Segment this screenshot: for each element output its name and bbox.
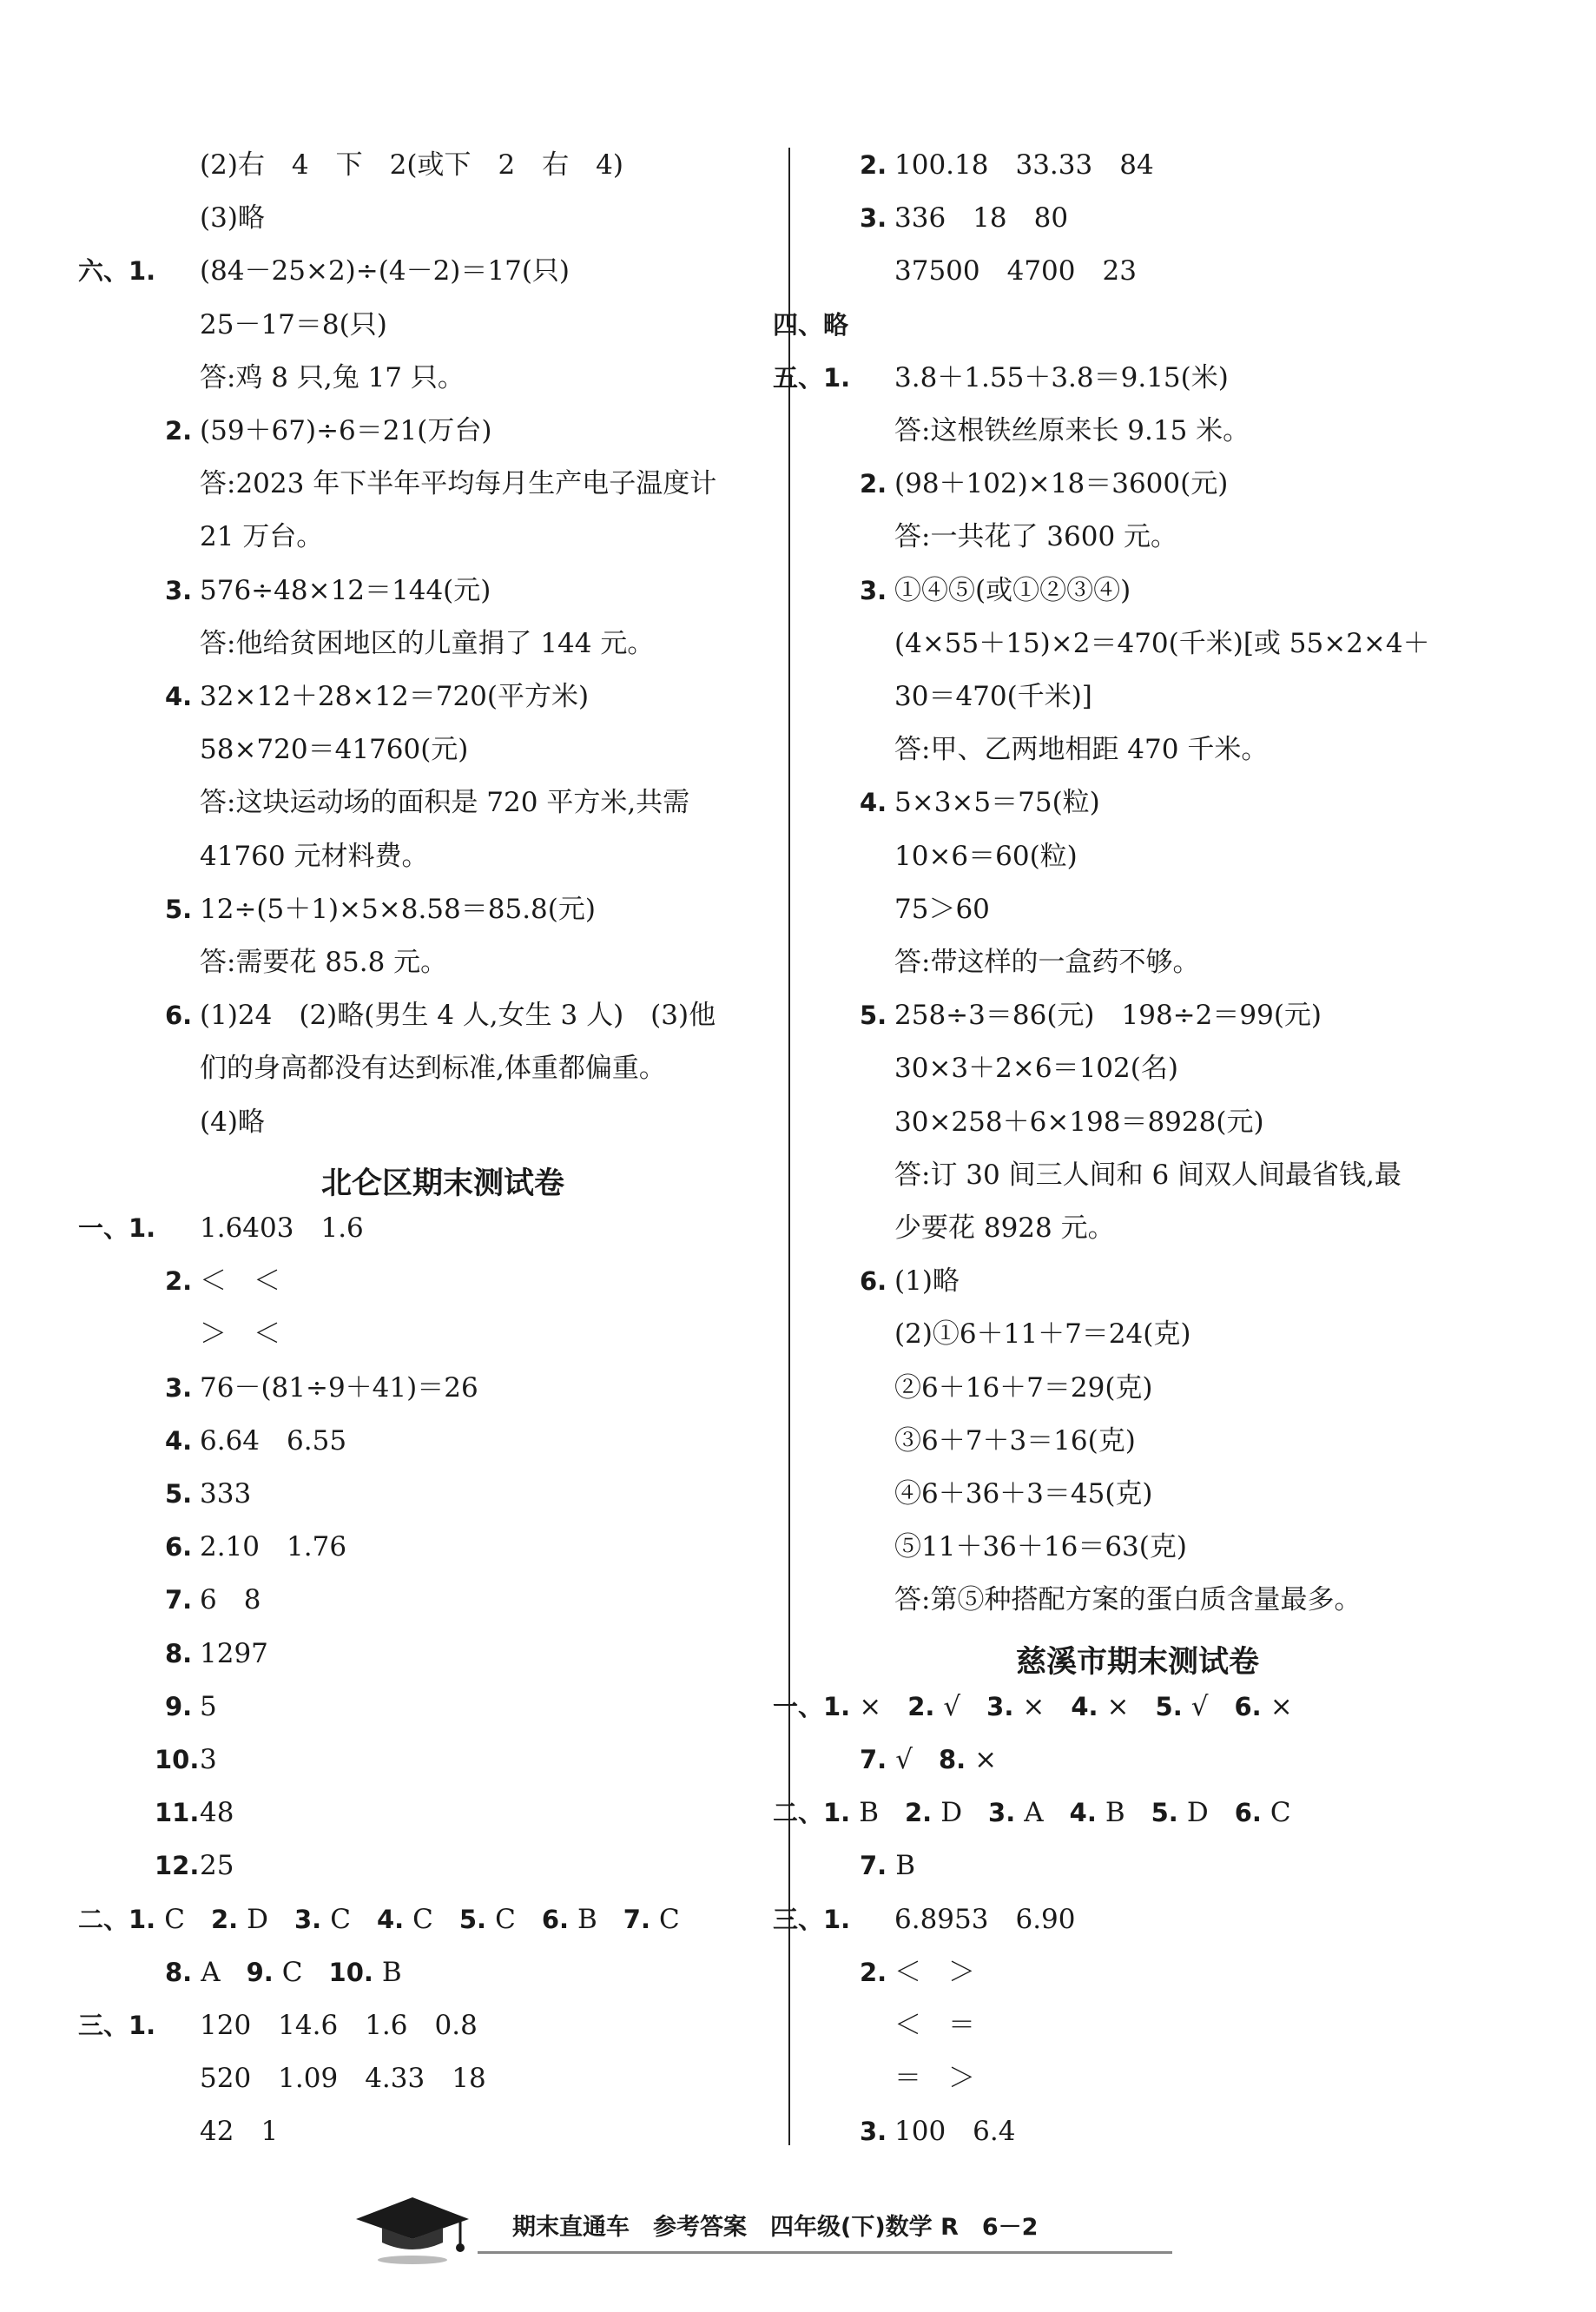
answer-text: 3 [200, 1744, 217, 1775]
answer-text: 6.8953 6.90 [894, 1904, 1076, 1935]
answer-text: (98＋102)×18＝3600(元) [894, 468, 1229, 499]
question-number: 2. [165, 416, 193, 446]
question-number: 6. [165, 1001, 193, 1030]
answer-text: 12÷(5＋1)×5×8.58＝85.8(元) [200, 894, 596, 925]
answer-text: 37500 4700 23 [894, 255, 1137, 287]
answer-text: 30×258＋6×198＝8928(元) [894, 1106, 1264, 1138]
answer-text: 42 1 [200, 2116, 279, 2147]
answer-text: 48 [200, 1797, 234, 1828]
answer-text: ＞ ＜ [200, 1318, 280, 1350]
choice-answer [211, 1902, 268, 1937]
choice-answer [986, 1689, 1045, 1724]
answer-text: (1)24 (2)略(男生 4 人,女生 3 人) (3)他 [200, 1000, 716, 1031]
answer-value: √ [895, 1744, 913, 1775]
answer-text: 3.8＋1.55＋3.8＝9.15(米) [894, 362, 1229, 393]
answer-text: 1.6403 1.6 [200, 1212, 364, 1244]
answer-value: B [1105, 1797, 1125, 1828]
answer-text: 58×720＝41760(元) [200, 734, 469, 765]
question-number: 4. [165, 682, 193, 711]
answer-text: 5×3×5＝75(粒) [894, 787, 1100, 818]
answer-text: 21 万台。 [200, 521, 324, 552]
question-number: 6. [1234, 1692, 1262, 1721]
question-number: 2. [860, 150, 887, 180]
question-number: 9. [165, 1692, 193, 1721]
answer-text: (3)略 [200, 202, 265, 234]
answer-text: 336 18 80 [894, 202, 1069, 234]
question-number: 三、1. [78, 2011, 156, 2040]
answer-value: A [201, 1957, 221, 1988]
choice-answer [907, 1689, 960, 1724]
choice-answer [377, 1902, 433, 1937]
choice-answer [988, 1795, 1044, 1830]
question-number: 6. [860, 1266, 887, 1296]
choice-answer [623, 1902, 680, 1937]
question-number: 2. [904, 1798, 933, 1827]
choice-answer [459, 1902, 516, 1937]
question-number: 3. [165, 576, 193, 605]
answer-text: 答:鸡 8 只,兔 17 只。 [200, 362, 465, 393]
answer-text: (1)略 [894, 1265, 960, 1297]
answer-text: 5 [200, 1691, 217, 1722]
answer-text: ③6＋7＋3＝16(克) [894, 1425, 1136, 1457]
choice-answer [939, 1742, 997, 1777]
answer-value: A [1024, 1797, 1044, 1828]
question-number: 5. [1151, 1798, 1178, 1827]
answer-text: 120 14.6 1.6 0.8 [200, 2010, 478, 2041]
question-number: 3. [986, 1692, 1014, 1721]
answer-text: ＜ ＞ [894, 1957, 975, 1988]
answer-value: C [330, 1904, 351, 1935]
answer-text: 答:这根铁丝原来长 9.15 米。 [894, 415, 1250, 446]
answer-text: 1297 [200, 1638, 268, 1669]
answer-text: 30＝470(千米)] [894, 681, 1092, 712]
column-divider [788, 148, 790, 2145]
question-number: 10. [328, 1958, 373, 1987]
answer-value: × [974, 1744, 998, 1775]
answer-text: ①④⑤(或①②③④) [894, 575, 1131, 606]
choice-answer [1070, 1795, 1125, 1830]
choice-answer [1151, 1795, 1209, 1830]
answer-text: 100.18 33.33 84 [894, 149, 1154, 181]
answer-text: ＜ ＝ [894, 2010, 975, 2041]
question-number: 10. [155, 1745, 200, 1774]
answer-text: 答:带这样的一盒药不够。 [894, 947, 1200, 978]
choice-answer [329, 1955, 402, 1990]
answer-text: 10×6＝60(粒) [894, 841, 1078, 872]
choice-answer [773, 1689, 881, 1724]
question-number: 3. [860, 203, 887, 233]
answer-value: D [940, 1797, 963, 1828]
question-number: 3. [294, 1905, 322, 1934]
question-number: 3. [988, 1798, 1016, 1827]
question-number: 一、1. [773, 1692, 851, 1721]
answer-text: (84－25×2)÷(4－2)＝17(只) [200, 255, 570, 287]
question-number: 9. [246, 1958, 274, 1987]
answer-text: 76－(81÷9＋41)＝26 [200, 1372, 478, 1404]
choice-answer [1235, 1689, 1293, 1724]
answer-value: B [859, 1797, 879, 1828]
footer-text: 期末直通车 参考答案 四年级(下)数学 R 6－2 [512, 2214, 1039, 2241]
graduation-cap-icon [347, 2189, 478, 2267]
answer-value: √ [1190, 1691, 1209, 1722]
answer-value: C [495, 1904, 516, 1935]
answer-text: ＜ ＜ [200, 1265, 280, 1297]
answer-value: C [281, 1957, 303, 1988]
question-number: 7. [623, 1905, 650, 1934]
question-number: 7. [860, 1851, 887, 1880]
question-number: 5. [165, 895, 193, 924]
question-number: 11. [155, 1798, 200, 1827]
answer-value: B [577, 1904, 597, 1935]
footer-rule [478, 2251, 1172, 2254]
answer-text: 答:一共花了 3600 元。 [894, 521, 1178, 552]
choice-answer [78, 1902, 185, 1937]
answer-text: 答:需要花 85.8 元。 [200, 947, 448, 978]
choice-answer [165, 1955, 221, 1990]
answer-text: 333 [200, 1478, 252, 1509]
answer-text: (59＋67)÷6＝21(万台) [200, 415, 492, 446]
question-number: 五、1. [773, 363, 851, 393]
section-heading: 慈溪市期末测试卷 [1015, 1645, 1259, 1680]
question-number: 5. [165, 1479, 193, 1509]
question-number: 一、1. [78, 1213, 156, 1243]
answer-value: × [1022, 1691, 1045, 1722]
answer-value: B [381, 1957, 402, 1988]
choice-answer [1156, 1689, 1209, 1724]
answer-text: 答:这块运动场的面积是 720 平方米,共需 [200, 787, 690, 818]
question-number: 六、1. [78, 256, 156, 286]
answer-value: C [164, 1904, 185, 1935]
answer-text: 6.64 6.55 [200, 1425, 347, 1457]
answer-value: C [1270, 1797, 1291, 1828]
question-number: 二、1. [773, 1798, 851, 1827]
answer-text: 30×3＋2×6＝102(名) [894, 1053, 1178, 1084]
question-number: 5. [458, 1905, 487, 1934]
answer-value: × [1106, 1691, 1130, 1722]
answer-value: × [859, 1691, 882, 1722]
answer-text: 答:甲、乙两地相距 470 千米。 [894, 734, 1269, 765]
answer-text: ②6＋16＋7＝29(克) [894, 1372, 1153, 1404]
answer-text: 258÷3＝86(元) 198÷2＝99(元) [894, 1000, 1322, 1031]
choice-answer [1235, 1795, 1291, 1830]
answer-text: 25 [200, 1850, 234, 1881]
answer-value: D [247, 1904, 268, 1935]
question-number: 7. [860, 1745, 887, 1774]
answer-text: 答:第⑤种搭配方案的蛋白质含量最多。 [894, 1584, 1362, 1615]
answer-text: (2)①6＋11＋7＝24(克) [894, 1318, 1191, 1350]
question-number: 4. [1069, 1798, 1097, 1827]
answer-text: 41760 元材料费。 [200, 841, 429, 872]
question-number: 5. [860, 1001, 887, 1030]
question-number: 8. [165, 1639, 193, 1668]
answer-text: 们的身高都没有达到标准,体重都偏重。 [200, 1053, 666, 1084]
answer-text: (4)略 [200, 1106, 265, 1138]
page-footer [330, 2189, 1285, 2267]
question-number: 四、略 [773, 310, 849, 340]
answer-text: (2)右 4 下 2(或下 2 右 4) [200, 149, 623, 181]
question-number: 2. [860, 1958, 887, 1987]
question-number: 2. [210, 1905, 239, 1934]
question-number: 6. [165, 1532, 193, 1562]
choice-answer [905, 1795, 962, 1830]
question-number: 4. [165, 1426, 193, 1456]
answer-text: 答:订 30 间三人间和 6 间双人间最省钱,最 [894, 1159, 1401, 1191]
choice-answer [294, 1902, 351, 1937]
answer-text: 100 6.4 [894, 2116, 1016, 2147]
question-number: 3. [860, 576, 887, 605]
answer-text: 答:2023 年下半年平均每月生产电子温度计 [200, 468, 717, 499]
question-number: 4. [1071, 1692, 1098, 1721]
answer-value: × [1270, 1691, 1293, 1722]
answer-value: C [412, 1904, 433, 1935]
question-number: 2. [165, 1266, 193, 1296]
answer-value: C [659, 1904, 680, 1935]
answer-text: ⑤11＋36＋16＝63(克) [894, 1531, 1187, 1562]
answer-value: √ [943, 1691, 961, 1722]
answer-text: 6 8 [200, 1584, 261, 1615]
choice-answer [542, 1902, 597, 1937]
question-number: 3. [165, 1373, 193, 1403]
question-number: 2. [860, 469, 887, 499]
answer-text: 32×12＋28×12＝720(平方米) [200, 681, 590, 712]
answer-text: 25－17＝8(只) [200, 309, 387, 340]
choice-answer [247, 1955, 303, 1990]
question-number: 3. [860, 2117, 887, 2146]
question-number: 5. [1155, 1692, 1183, 1721]
answer-text: 576÷48×12＝144(元) [200, 575, 491, 606]
question-number: 4. [860, 788, 887, 817]
choice-answer [860, 1742, 913, 1777]
question-number: 二、1. [78, 1905, 156, 1934]
question-number: 三、1. [773, 1905, 851, 1934]
choice-answer [860, 1848, 915, 1883]
answer-text: 2.10 1.76 [200, 1531, 347, 1562]
question-number: 8. [938, 1745, 966, 1774]
answer-text: ④6＋36＋3＝45(克) [894, 1478, 1153, 1509]
answer-text: 答:他给贫困地区的儿童捐了 144 元。 [200, 628, 655, 659]
question-number: 8. [165, 1958, 193, 1987]
choice-answer [1071, 1689, 1129, 1724]
question-number: 6. [541, 1905, 570, 1934]
answer-text: 520 1.09 4.33 18 [200, 2063, 486, 2094]
answer-value: D [1186, 1797, 1209, 1828]
question-number: 12. [155, 1851, 200, 1880]
answer-text: (4×55＋15)×2＝470(千米)[或 55×2×4＋ [894, 628, 1430, 659]
section-heading: 北仑区期末测试卷 [320, 1166, 564, 1201]
answer-text: 75＞60 [894, 894, 990, 925]
choice-answer [773, 1795, 879, 1830]
answer-text: ＝ ＞ [894, 2063, 975, 2094]
question-number: 6. [1234, 1798, 1262, 1827]
answer-value: B [895, 1850, 915, 1881]
question-number: 4. [376, 1905, 405, 1934]
question-number: 2. [907, 1692, 935, 1721]
answer-text: 少要花 8928 元。 [894, 1212, 1115, 1244]
question-number: 7. [165, 1585, 193, 1615]
